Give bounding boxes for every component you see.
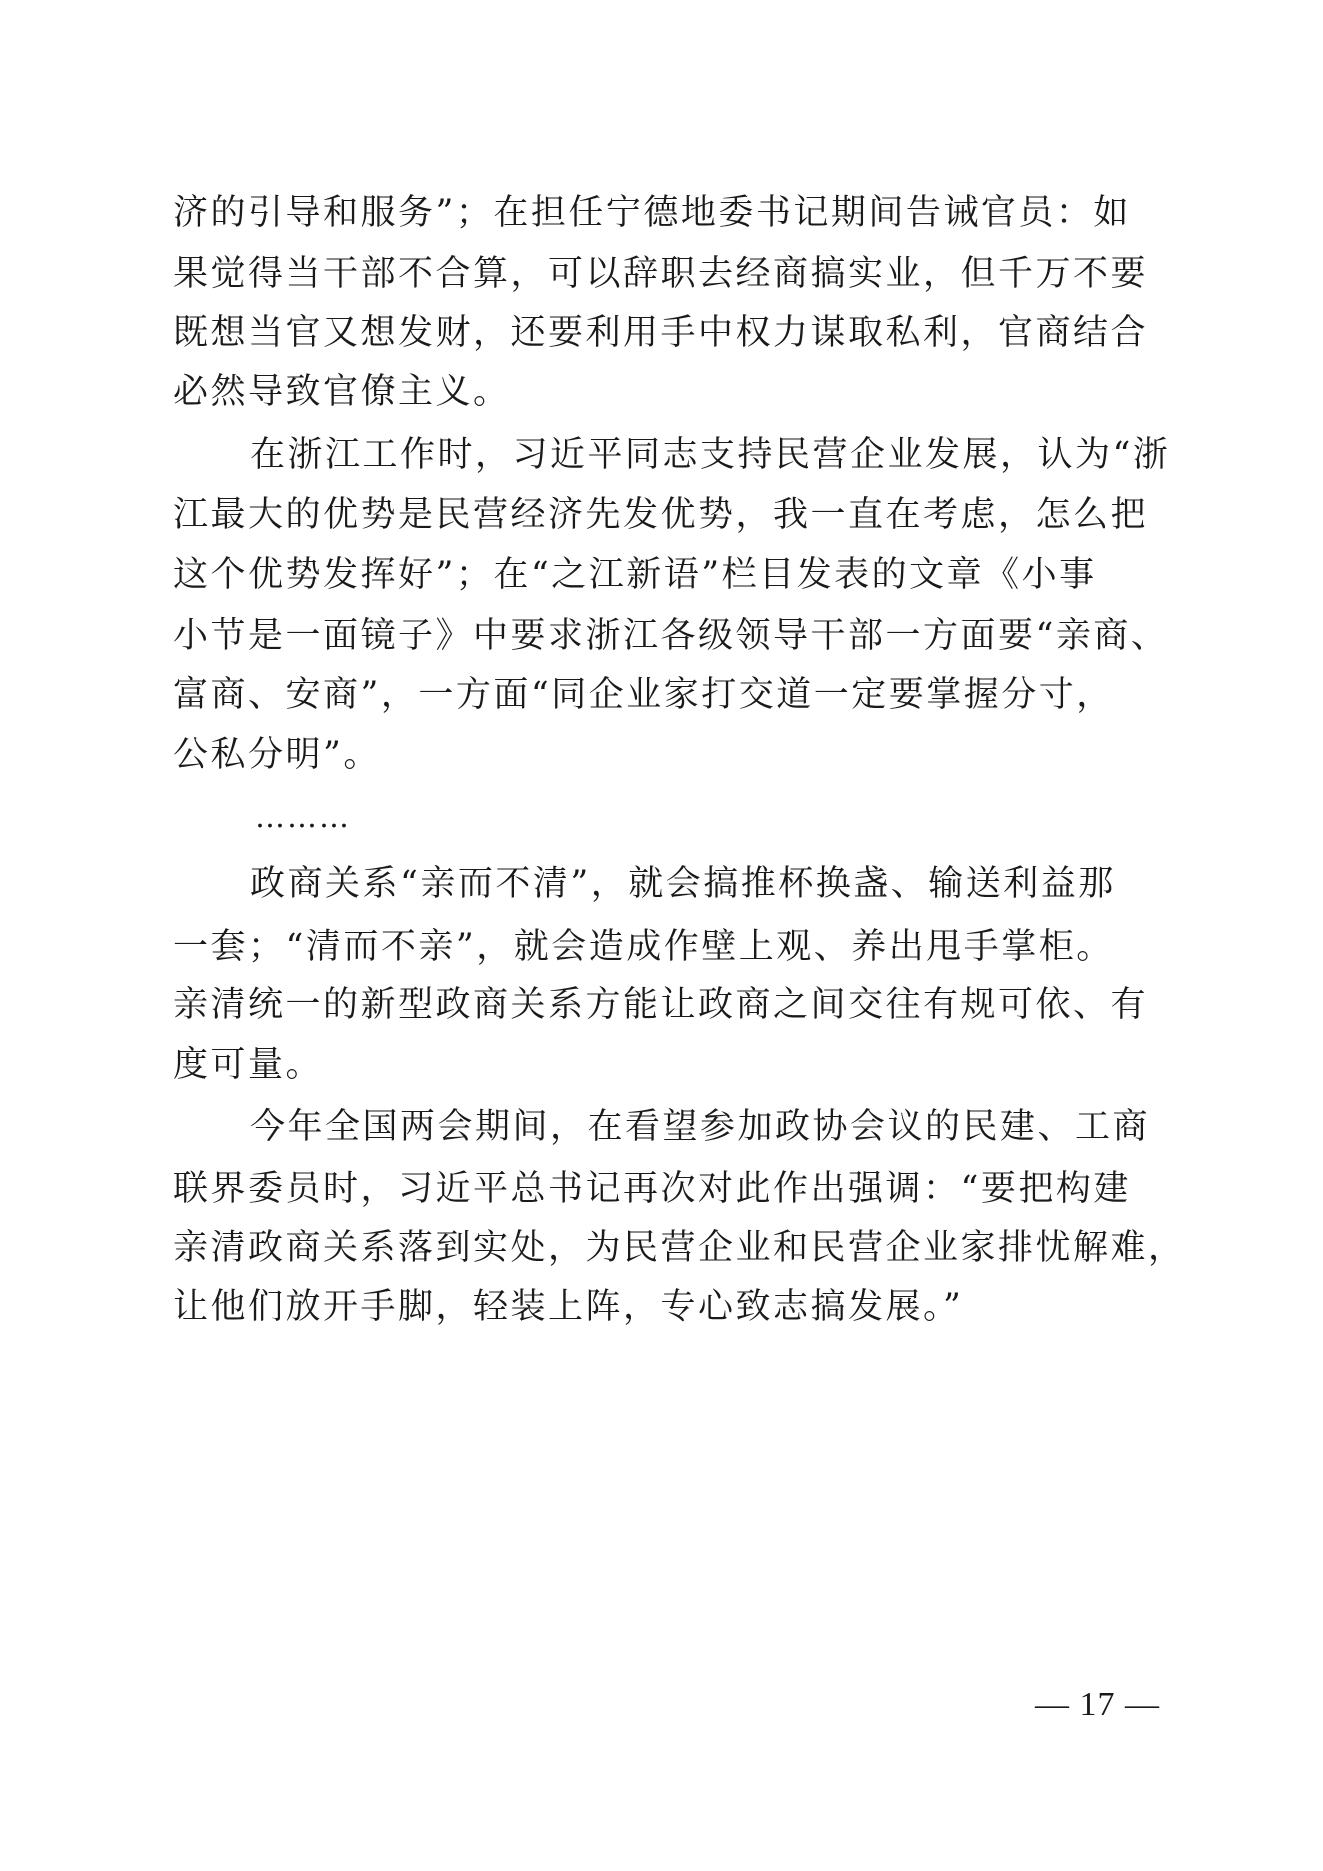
paragraph-3-line-4: 度可量。: [173, 1045, 324, 1085]
paragraph-2-line-2: 江最大的优势是民营经济先发优势，我一直在考虑，怎么把: [173, 495, 1149, 535]
paragraph-1-line-1: 济的引导和服务”；在担任宁德地委书记期间告诫官员：如: [173, 193, 1131, 233]
paragraph-3-line-1: 政商关系“亲而不清”，就会搞推杯换盏、输送利益那: [250, 864, 1116, 904]
page-number: — 17 —: [1035, 1686, 1160, 1723]
paragraph-2-line-4: 小节是一面镜子》中要求浙江各级领导干部一方面要“亲商、: [173, 616, 1169, 656]
paragraph-4-line-4: 让他们放开手脚，轻装上阵，专心致志搞发展。”: [173, 1287, 964, 1327]
paragraph-4-line-2: 联界委员时，习近平总书记再次对此作出强调：“要把构建: [173, 1169, 1131, 1209]
paragraph-2-line-1: 在浙江工作时，习近平同志支持民营企业发展，认为“浙: [250, 435, 1171, 475]
paragraph-2-line-6: 公私分明”。: [173, 735, 381, 775]
paragraph-3-line-3: 亲清统一的新型政商关系方能让政商之间交往有规可依、有: [173, 985, 1149, 1025]
paragraph-1-line-3: 既想当官又想发财，还要利用手中权力谋取私利，官商结合: [173, 313, 1149, 353]
ellipsis-separator: ………: [255, 800, 351, 835]
paragraph-2-line-3: 这个优势发挥好”；在“之江新语”栏目发表的文章《小事: [173, 555, 1097, 595]
paragraph-4-line-1: 今年全国两会期间，在看望参加政协会议的民建、工商: [250, 1107, 1151, 1147]
paragraph-4-line-3: 亲清政商关系落到实处，为民营企业和民营企业家排忧解难，: [173, 1228, 1186, 1268]
paragraph-3-line-2: 一套；“清而不亲”，就会造成作壁上观、养出甩手掌柜。: [173, 927, 1114, 967]
paragraph-2-line-5: 富商、安商”，一方面“同企业家打交道一定要掌握分寸，: [173, 675, 1114, 715]
paragraph-1-line-2: 果觉得当干部不合算，可以辞职去经商搞实业，但千万不要: [173, 254, 1149, 294]
paragraph-1-line-4: 必然导致官僚主义。: [173, 372, 511, 412]
